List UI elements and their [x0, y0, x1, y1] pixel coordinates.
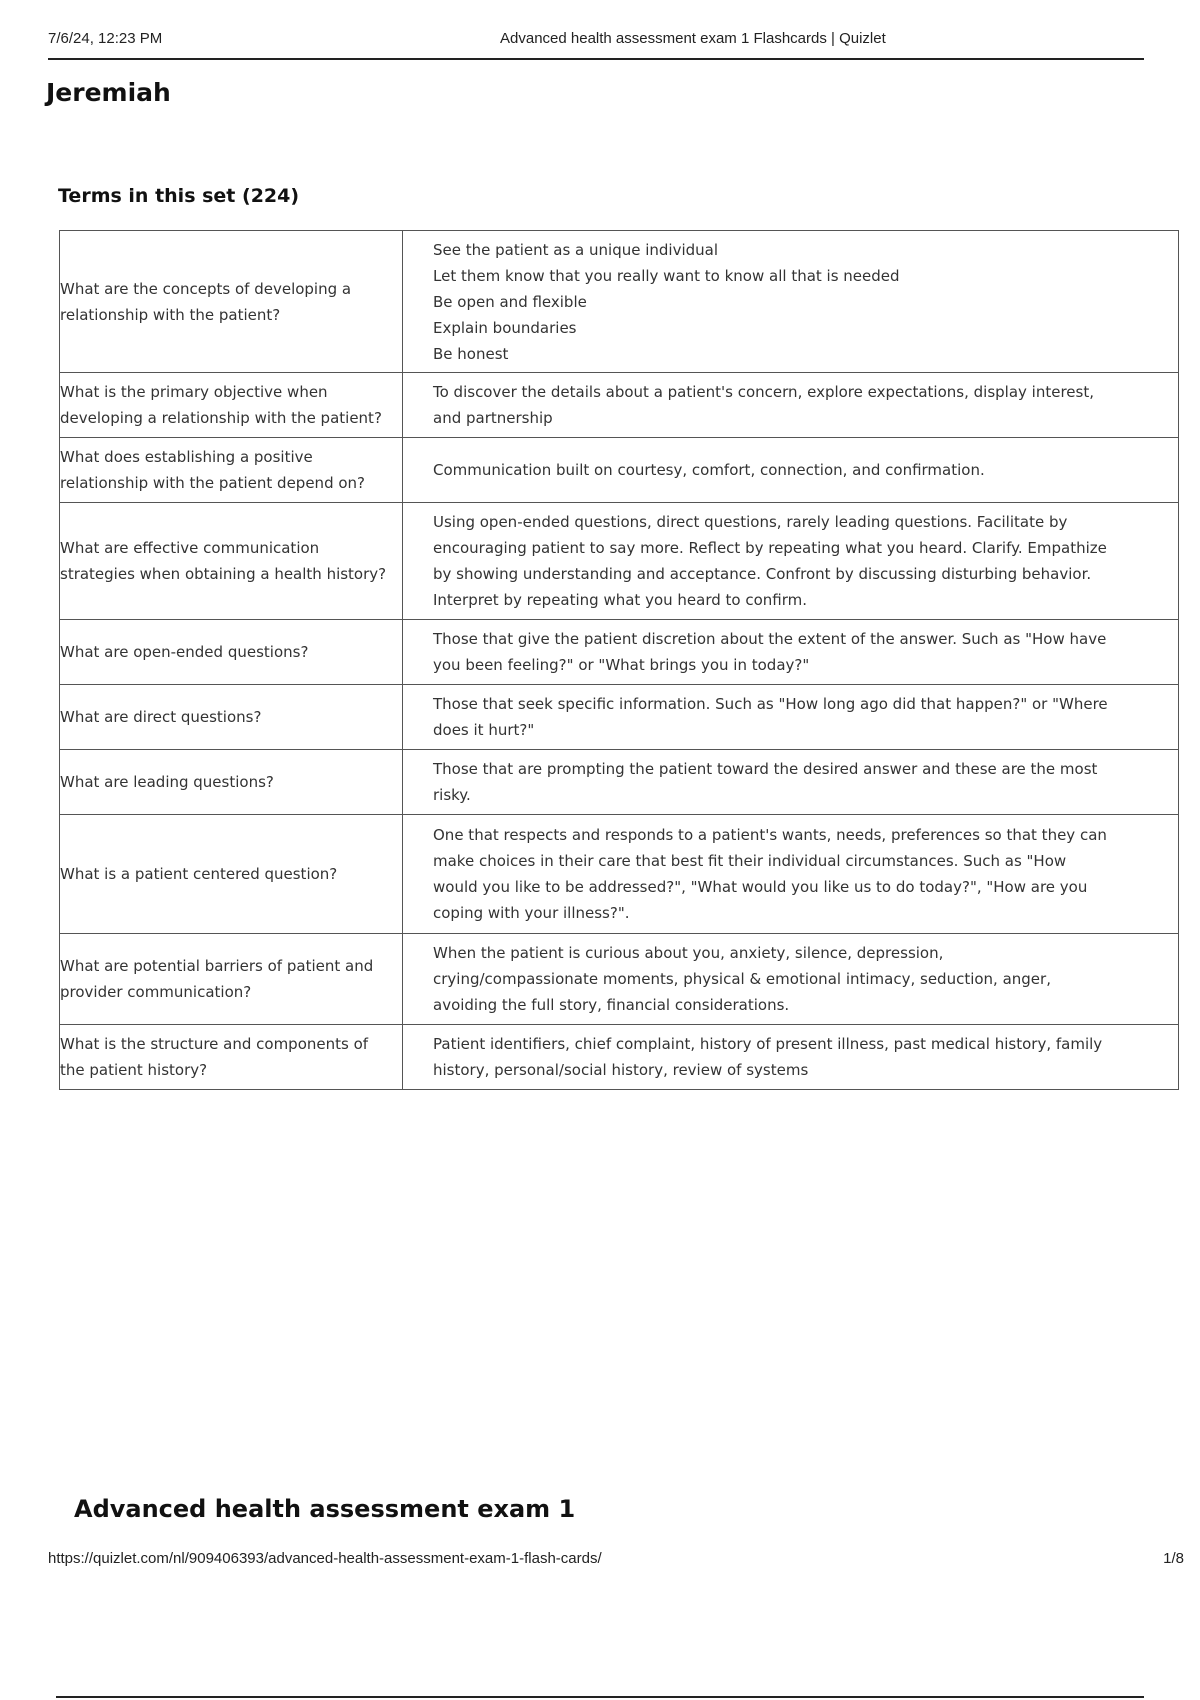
terms-table [59, 230, 1179, 1090]
definition-line: Be honest [433, 344, 509, 363]
definition-cell: One that respects and responds to a patient's wants, needs, preferences so that they can make choices in their care that best fit their individual circumstances. Such as "How would you like to be addressed?", "What would you like us to do today?", "How are you coping with your illness?". [403, 815, 1179, 934]
definition-cell: Those that seek specific information. Such as "How long ago did that happen?" or "Where does it hurt?" [403, 685, 1179, 750]
set-title: Advanced health assessment exam 1 [74, 1495, 576, 1523]
definition-cell: Communication built on courtesy, comfort, connection, and confirmation. [403, 438, 1179, 503]
term-row [60, 815, 1179, 934]
definition-cell: Those that give the patient discretion about the extent of the answer. Such as "How have you been feeling?" or "What brings you in today?" [403, 620, 1179, 685]
term-cell: What are open-ended questions? [60, 620, 403, 685]
bottom-rule [56, 1696, 1144, 1698]
term-cell: What are potential barriers of patient and provider communication? [60, 934, 403, 1025]
term-row [60, 934, 1179, 1025]
page-number: 1/8 [1163, 1550, 1184, 1567]
definition-cell [403, 231, 1179, 373]
author-name: Jeremiah [46, 78, 171, 107]
term-row [60, 1025, 1179, 1090]
term-cell: What is the structure and components of the patient history? [60, 1025, 403, 1090]
term-cell: What is the primary objective when developing a relationship with the patient? [60, 373, 403, 438]
definition-line: Be open and flexible [433, 292, 587, 311]
term-row [60, 503, 1179, 620]
term-row [60, 438, 1179, 503]
term-row [60, 750, 1179, 815]
term-cell: What does establishing a positive relationship with the patient depend on? [60, 438, 403, 503]
term-cell: What are the concepts of developing a relationship with the patient? [60, 231, 403, 373]
page-url: https://quizlet.com/nl/909406393/advanced-health-assessment-exam-1-flash-cards/ [48, 1550, 602, 1567]
term-row [60, 231, 1179, 373]
term-row [60, 685, 1179, 750]
term-row [60, 620, 1179, 685]
definition-cell: Those that are prompting the patient toward the desired answer and these are the most risky. [403, 750, 1179, 815]
term-cell: What are effective communication strategies when obtaining a health history? [60, 503, 403, 620]
definition-line: Explain boundaries [433, 318, 577, 337]
print-header [48, 28, 1144, 60]
term-cell: What are leading questions? [60, 750, 403, 815]
definition-cell: Using open-ended questions, direct questions, rarely leading questions. Facilitate by encouraging patient to say more. Reflect by repeating what you heard. Clarify. Empathize by showing understanding and acceptance. Confront by discussing disturbing behavior. Interpret by repeating what you heard to confirm. [403, 503, 1179, 620]
term-cell: What are direct questions? [60, 685, 403, 750]
definition-cell: Patient identifiers, chief complaint, history of present illness, past medical history, family history, personal/social history, review of systems [403, 1025, 1179, 1090]
terms-heading: Terms in this set (224) [58, 185, 300, 207]
print-date: 7/6/24, 12:23 PM [48, 30, 163, 47]
term-cell: What is a patient centered question? [60, 815, 403, 934]
definition-line: Let them know that you really want to know all that is needed [433, 266, 900, 285]
definition-cell: To discover the details about a patient's concern, explore expectations, display interest, and partnership [403, 373, 1179, 438]
print-title: Advanced health assessment exam 1 Flashcards | Quizlet [500, 30, 886, 47]
definition-cell: When the patient is curious about you, anxiety, silence, depression, crying/compassionate moments, physical & emotional intimacy, seduction, anger, avoiding the full story, financial considerations. [403, 934, 1179, 1025]
definition-line: See the patient as a unique individual [433, 240, 719, 259]
term-row [60, 373, 1179, 438]
